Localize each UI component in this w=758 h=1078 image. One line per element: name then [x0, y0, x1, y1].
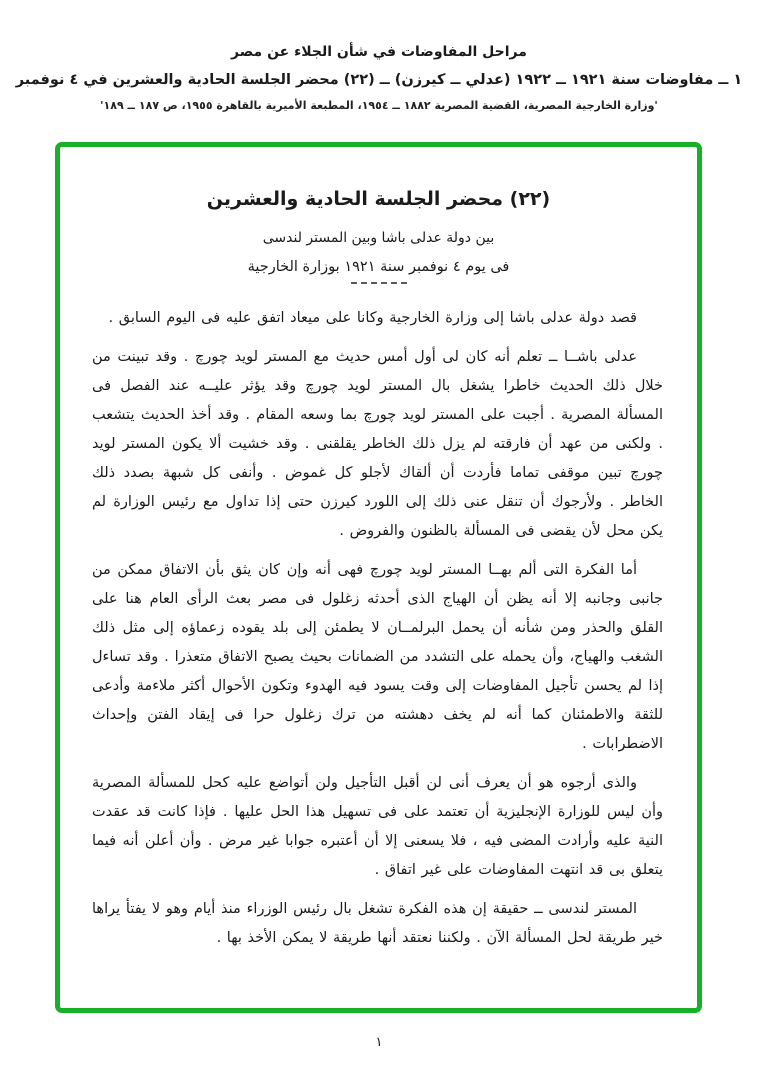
- paragraph: أما الفكرة التى ألم بهــا المستر لويد چورچ فهى أنه وإن كان يثق بأن الاتفاق ممكن من جانبى وجانبه إلا أنه يظن أن الهياج الذى أحدثه زغلول فى مصر بعث الرأى العام هنا على القلق والحذر ومن شأنه أن يحمل البرلمــان لا يطمئن إلى بلد يقوده زعماؤه إلى مثل ذلك الشغب والهياج، وأن يحمله على التشدد من الضمانات بحيث يصبح الاتفاق متعذرا . وقد تساءل إذا لم يحسن تأجيل المفاوضات إلى وقت يسود فيه الهدوء وتكون الأحوال أكثر ملاءمة وأدعى للثقة والاطمئنان كما أنه لم يخف دهشته من ترك زغلول حرا فى إيقاد الفتن وإحداث الاضطرابات .: [92, 562, 663, 752]
- session-date-place: فى يوم ٤ نوفمبر سنة ١٩٢١ بوزارة الخارجية: [247, 259, 510, 275]
- document-content: [62, 150, 695, 963]
- header-subtitle: ١ ــ مفاوضات سنة ١٩٢١ ــ ١٩٢٢ (عدلي ــ كيرزن) ــ (٢٢) محضر الجلسة الحادية والعشرين في ٤ نوفمبر: [15, 72, 743, 88]
- document-title-block: [62, 150, 695, 284]
- paragraph: والذى أرجوه هو أن يعرف أنى لن أقبل التأجيل ولن أتواضع عليه كحل للمسألة المصرية وأن ليس للوزارة الإنجليزية أن تعتمد على فى تسهيل هذا الحل عليها . فإذا كانت قد عقدت النية عليه وأرادت المضى فيه ، فلا يسعنى إلا أن أعتبره جوابا غير مرض . وأن أعلن أنه فيما يتعلق بى قد انتهت المفاوضات على غير اتفاق .: [92, 775, 663, 878]
- page-number: ١: [375, 1035, 383, 1050]
- title-divider: [351, 282, 407, 284]
- header-source-citation: 'وزارة الخارجية المصرية، القضية المصرية ١٨٨٢ ــ ١٩٥٤، المطبعة الأميرية بالقاهرة ١٩٥٥، ص ١٨٧ ــ ١٨٩': [100, 99, 658, 112]
- page-header: [0, 44, 758, 112]
- paragraph: عدلى باشــا ــ تعلم أنه كان لى أول أمس حديث مع المستر لويد چورچ . وقد تبينت من خلال ذلك الحديث خاطرا يشغل بال المستر لويد چورچ وقد يؤثر عليــه عند الفصل فى المسألة المصرية . أجبت على المستر لويد چورچ بما وسعه المقام . وقد أخذ الحديث يتشعب . ولكنى من عهد أن فارقته لم يزل ذلك الخاطر يقلقنى . وقد خشيت ألا يكون المستر لويد چورچ تبين موقفى تماما فأردت أن ألقاك لأجلو كل غموض . وأنفى كل شبهة بصدد ذلك الخاطر . ولأرجوك أن تنقل عنى ذلك إلى اللورد كيرزن حتى إذا تداول مع رئيس الوزارة لم يكن محل لأن يقضى فى المسألة بالظنون والفروض .: [92, 349, 663, 539]
- session-parties: بين دولة عدلى باشا وبين المستر لندسى: [262, 230, 495, 246]
- paragraph: المستر لندسى ــ حقيقة إن هذه الفكرة تشغل بال رئيس الوزراء منذ أيام وهو لا يفتأ يراها خير طريقة لحل المسألة الآن . ولكننا نعتقد أنها طريقة لا يمكن الأخذ بها .: [92, 901, 663, 946]
- document-body: [62, 300, 695, 953]
- paragraph: قصد دولة عدلى باشا إلى وزارة الخارجية وكانا على ميعاد اتفق عليه فى اليوم السابق .: [108, 310, 637, 326]
- session-title: (٢٢) محضر الجلسة الحادية والعشرين: [206, 188, 551, 210]
- header-title: مراحل المفاوضات في شأن الجلاء عن مصر: [231, 44, 527, 60]
